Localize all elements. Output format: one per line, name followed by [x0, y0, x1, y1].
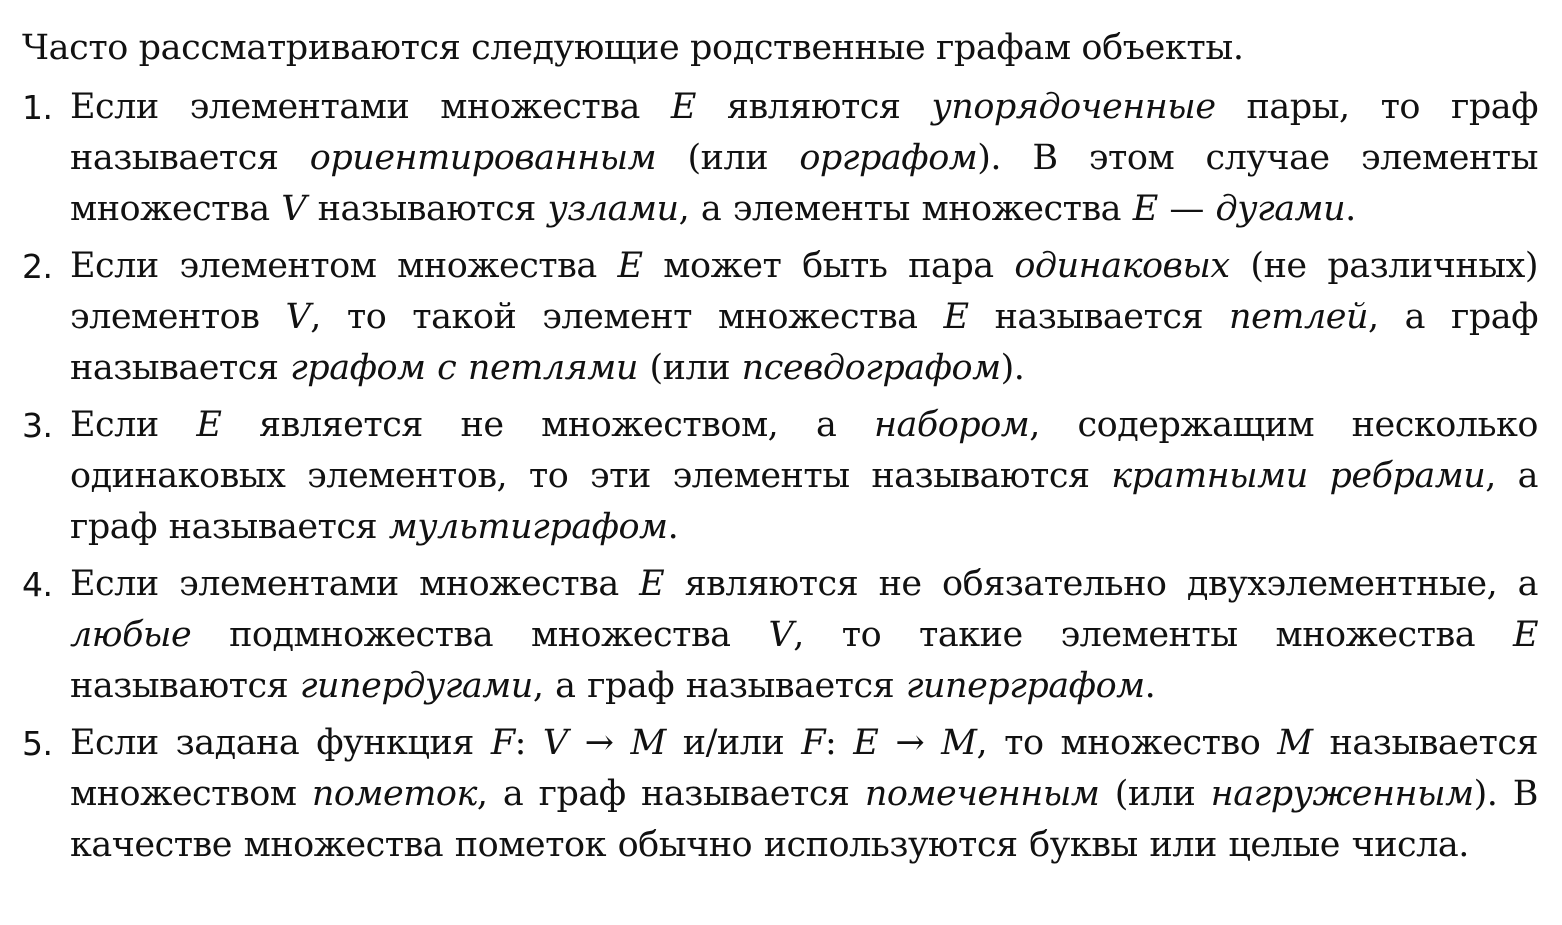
text-run: Если элементами множества — [70, 564, 640, 604]
definitions-list — [22, 82, 1538, 871]
text-run: : — [514, 723, 543, 763]
text-run: ). — [1000, 348, 1025, 388]
item-number: 3. — [22, 406, 53, 445]
italic-term: узлами — [547, 189, 679, 229]
italic-term: V — [768, 615, 794, 655]
list-item — [22, 718, 1538, 871]
text-run: , а элементы множества — [678, 189, 1133, 229]
italic-term: F — [801, 723, 826, 763]
list-item — [22, 241, 1538, 394]
italic-term: E — [853, 723, 879, 763]
italic-term: E — [943, 297, 969, 337]
text-run: , а граф называется — [476, 774, 865, 814]
item-text — [70, 246, 1538, 388]
text-run: называется множеством — [70, 723, 1539, 814]
italic-term: ориентированным — [309, 138, 657, 178]
italic-term: набором — [873, 405, 1030, 445]
text-run: (или — [637, 348, 742, 388]
italic-term: кратными ребрами — [1111, 456, 1486, 496]
italic-term: гипердугами — [299, 666, 533, 706]
italic-term: любые — [70, 615, 192, 655]
italic-term: E — [617, 246, 643, 286]
text-run: , содержащим несколько одинаковых элементов, то эти элементы называются — [70, 405, 1538, 496]
text-run: (не различных) элементов — [70, 246, 1538, 337]
text-run: пары, то граф называется — [70, 87, 1538, 178]
italic-term: пометок — [311, 774, 477, 814]
text-run: . — [1144, 666, 1156, 706]
list-item — [22, 400, 1538, 553]
text-run: (или — [1099, 774, 1211, 814]
italic-term: M — [1277, 723, 1313, 763]
text-run: → — [567, 723, 631, 763]
text-run: называются — [70, 666, 300, 706]
text-run: является не множеством, а — [221, 405, 874, 445]
item-number: 5. — [22, 724, 53, 763]
text-run: может быть пара — [642, 246, 1015, 286]
text-run: , то такой элемент множества — [310, 297, 944, 337]
italic-term: E — [670, 87, 696, 127]
italic-term: упорядоченные — [931, 87, 1216, 127]
item-number: 1. — [22, 88, 53, 127]
italic-term: графом с петлями — [290, 348, 638, 388]
text-run: ). В этом случае элементы множества — [70, 138, 1538, 229]
item-number: 2. — [22, 247, 53, 286]
italic-term: петлей — [1229, 297, 1369, 337]
italic-term: псевдографом — [741, 348, 1001, 388]
text-run: являются не обязательно двухэлементные, а — [664, 564, 1538, 604]
italic-term: E — [196, 405, 222, 445]
italic-term: E — [639, 564, 665, 604]
item-text — [70, 564, 1538, 706]
text-run: называется — [968, 297, 1230, 337]
text-run: и/или — [665, 723, 802, 763]
text-run: . — [1345, 189, 1356, 229]
item-text — [70, 405, 1538, 547]
list-item — [22, 82, 1538, 235]
text-run: называются — [305, 189, 548, 229]
italic-term: M — [630, 723, 666, 763]
item-text — [70, 87, 1538, 229]
italic-term: дугами — [1215, 189, 1346, 229]
text-run: ). В качестве множества пометок обычно используются буквы или целые числа. — [70, 774, 1539, 865]
italic-term: V — [281, 189, 306, 229]
text-run: являются — [695, 87, 932, 127]
text-run: , а граф называется — [532, 666, 906, 706]
text-run: Если — [70, 405, 197, 445]
text-run: → — [878, 723, 942, 763]
text-run: Если элементом множества — [70, 246, 618, 286]
item-text — [70, 723, 1538, 865]
text-run: Если элементами множества — [70, 87, 671, 127]
italic-term: орграфом — [799, 138, 978, 178]
italic-term: помеченным — [864, 774, 1100, 814]
item-number: 4. — [22, 565, 53, 604]
italic-term: одинаковых — [1014, 246, 1230, 286]
italic-term: E — [1132, 189, 1158, 229]
text-run: подмножества множества — [191, 615, 769, 655]
text-run: , а граф называется — [70, 297, 1539, 388]
text-run: : — [825, 723, 854, 763]
text-run: (или — [656, 138, 800, 178]
text-run: — — [1157, 189, 1216, 229]
intro-paragraph: Часто рассматриваются следующие родственные графам объекты. — [22, 28, 1244, 68]
text-run: Если задана функция — [70, 723, 491, 763]
italic-term: гиперграфом — [905, 666, 1145, 706]
text-run: , а граф называется — [70, 456, 1538, 547]
text-run: . — [667, 507, 679, 547]
italic-term: мультиграфом — [388, 507, 668, 547]
italic-term: M — [941, 723, 977, 763]
list-item — [22, 559, 1538, 712]
italic-term: нагруженным — [1210, 774, 1474, 814]
italic-term: E — [1512, 615, 1539, 655]
text-run: , то такие элементы множества — [793, 615, 1513, 655]
italic-term: V — [542, 723, 568, 763]
italic-term: V — [285, 297, 311, 337]
text-run: , то множество — [976, 723, 1278, 763]
italic-term: F — [490, 723, 515, 763]
